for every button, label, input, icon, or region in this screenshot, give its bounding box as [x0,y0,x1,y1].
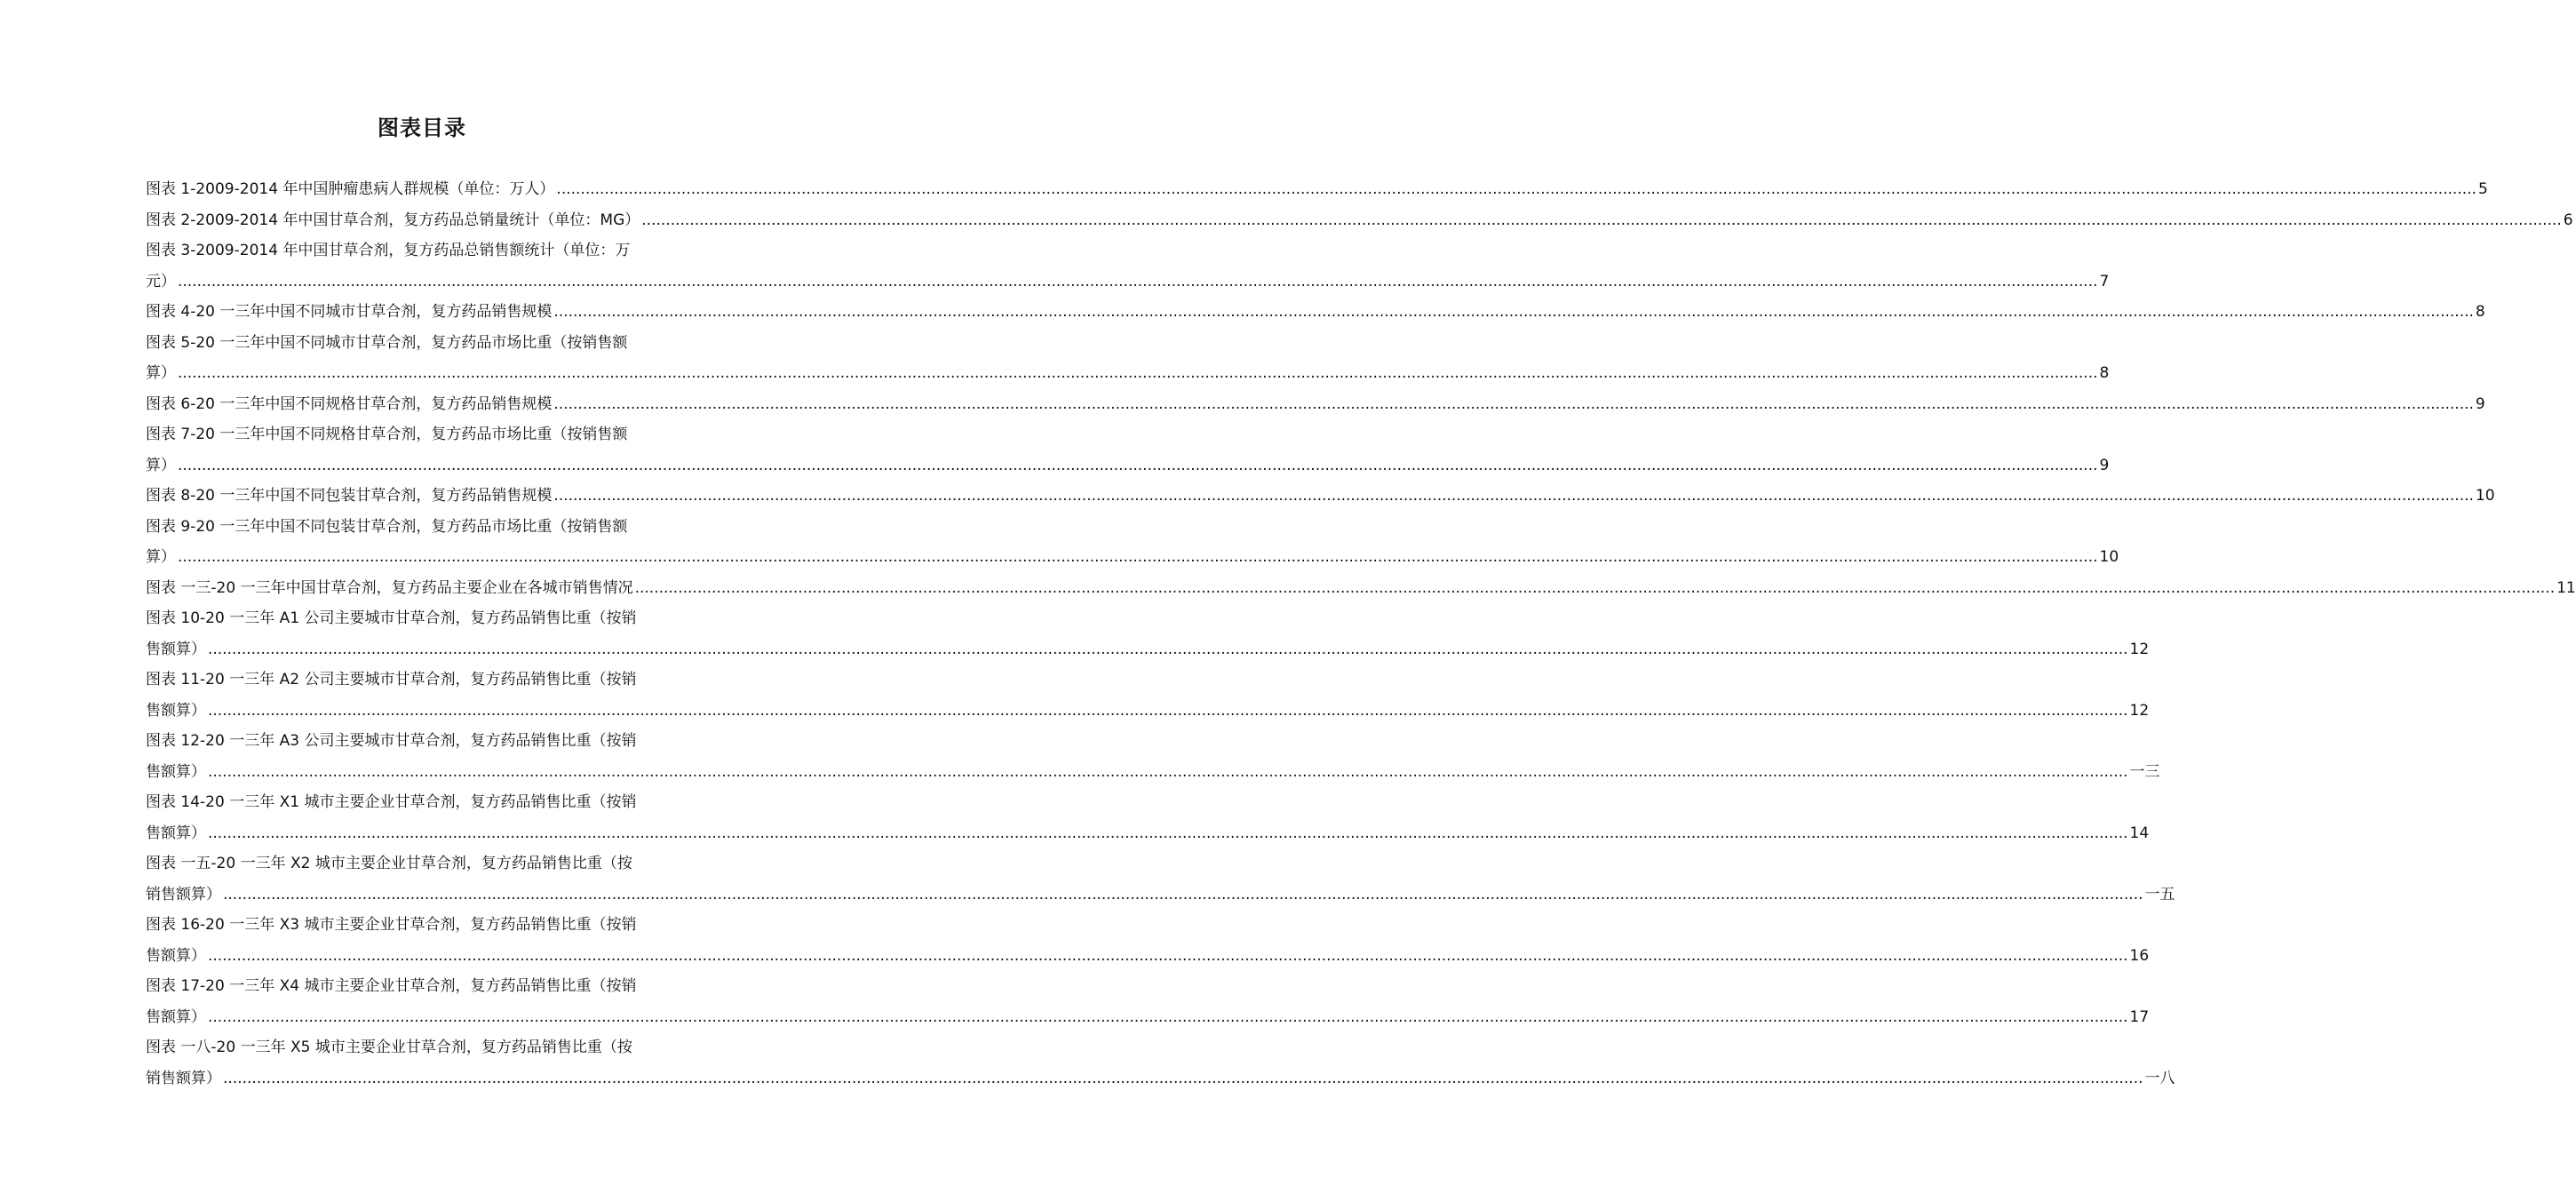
toc-entry-text: 图表 一三-20 一三年中国甘草合剂，复方药品主要企业在各城市销售情况 [146,578,633,597]
toc-entry-text: 图表 7-20 一三年中国不同规格甘草合剂，复方药品市场比重（按销售额 [146,426,628,443]
toc-entry[interactable] [146,573,2576,604]
toc-entry[interactable] [146,787,2150,848]
toc-entry[interactable] [146,481,2495,512]
toc-entry[interactable] [146,726,2160,787]
toc-entry-text-continued: 售额算） [146,640,206,658]
toc-entry[interactable] [146,419,2110,481]
dot-leader: ................................................................................................................................................................................................................................................................................................................................................................................................................ [223,1069,2143,1087]
toc-page-number: 一八 [2144,1069,2175,1087]
toc-entry-text-continued: 销售额算） [146,885,221,903]
dot-leader: ................................................................................................................................................................................................................................................................................................................................................................................................................ [208,1007,2128,1026]
toc-entry[interactable] [146,205,2573,236]
dot-leader: ................................................................................................................................................................................................................................................................................................................................................................................................................ [553,487,2474,505]
dot-leader: ................................................................................................................................................................................................................................................................................................................................................................................................................ [178,456,2098,474]
dot-leader: ................................................................................................................................................................................................................................................................................................................................................................................................................ [178,272,2098,291]
toc-entry-text: 图表 17-20 一三年 X4 城市主要企业甘草合剂，复方药品销售比重（按销 [146,977,637,995]
toc-entry[interactable] [146,235,2110,297]
dot-leader: ................................................................................................................................................................................................................................................................................................................................................................................................................ [641,211,2562,229]
dot-leader: ................................................................................................................................................................................................................................................................................................................................................................................................................ [634,578,2556,597]
toc-page-number: 8 [2099,364,2110,382]
dot-leader: ................................................................................................................................................................................................................................................................................................................................................................................................................ [208,762,2128,781]
toc-entry-text-continued: 售额算） [146,1007,206,1026]
dot-leader: ................................................................................................................................................................................................................................................................................................................................................................................................................ [556,180,2477,198]
toc-entry-text-continued: 算） [146,364,176,382]
toc-page-number: 12 [2129,640,2150,658]
dot-leader: ................................................................................................................................................................................................................................................................................................................................................................................................................ [223,885,2143,903]
toc-entry[interactable] [146,297,2485,328]
dot-leader: ................................................................................................................................................................................................................................................................................................................................................................................................................ [178,364,2098,382]
toc-page-number: 9 [2099,456,2110,474]
toc-entry-text: 图表 6-20 一三年中国不同规格甘草合剂，复方药品销售规模 [146,394,553,413]
dot-leader: ................................................................................................................................................................................................................................................................................................................................................................................................................ [178,548,2098,566]
toc-entry-text-continued: 销售额算） [146,1069,221,1087]
toc-page-number: 一五 [2144,885,2175,903]
toc-entry-text-continued: 售额算） [146,824,206,842]
dot-leader: ................................................................................................................................................................................................................................................................................................................................................................................................................ [208,701,2128,720]
toc-page-number: 10 [2475,487,2495,505]
toc-page-number: 8 [2475,303,2485,321]
toc-entry-text: 图表 一五-20 一三年 X2 城市主要企业甘草合剂，复方药品销售比重（按 [146,855,632,872]
toc-entry[interactable] [146,328,2110,389]
toc-page-number: 17 [2129,1007,2150,1026]
toc-entry[interactable] [146,512,2119,573]
toc-entry-text: 图表 11-20 一三年 A2 公司主要城市甘草合剂，复方药品销售比重（按销 [146,671,637,689]
toc-page-number: 14 [2129,824,2150,842]
dot-leader: ................................................................................................................................................................................................................................................................................................................................................................................................................ [553,303,2474,321]
toc-entry-text: 图表 4-20 一三年中国不同城市甘草合剂，复方药品销售规模 [146,303,553,321]
toc-entry[interactable] [146,174,2488,205]
toc-entry[interactable] [146,389,2485,420]
toc-page-number: 11 [2556,578,2576,597]
toc-page-number: 一三 [2129,762,2160,781]
toc-entry-text: 图表 2-2009-2014 年中国甘草合剂，复方药品总销量统计（单位：MG） [146,211,640,229]
toc-entry[interactable] [146,848,2175,910]
toc-entry-text: 图表 5-20 一三年中国不同城市甘草合剂，复方药品市场比重（按销售额 [146,333,628,352]
toc-entry-text: 图表 1-2009-2014 年中国肿瘤患病人群规模（单位：万人） [146,180,555,198]
toc-entry-text: 图表 14-20 一三年 X1 城市主要企业甘草合剂，复方药品销售比重（按销 [146,793,637,811]
toc-entry-text-continued: 算） [146,456,176,474]
toc-entry-text: 图表 16-20 一三年 X3 城市主要企业甘草合剂，复方药品销售比重（按销 [146,916,637,934]
toc-entry[interactable] [146,910,2150,971]
dot-leader: ................................................................................................................................................................................................................................................................................................................................................................................................................ [208,824,2128,842]
toc-page-number: 12 [2129,701,2150,720]
toc-entry[interactable] [146,603,2150,665]
toc-entry-text: 图表 一八-20 一三年 X5 城市主要企业甘草合剂，复方药品销售比重（按 [146,1039,632,1056]
toc-entry-text-continued: 元） [146,272,176,291]
toc-entry-text: 图表 8-20 一三年中国不同包装甘草合剂，复方药品销售规模 [146,487,553,505]
toc-entry[interactable] [146,971,2150,1032]
toc-entry-text: 图表 12-20 一三年 A3 公司主要城市甘草合剂，复方药品销售比重（按销 [146,732,637,750]
toc-entry-text: 图表 10-20 一三年 A1 公司主要城市甘草合剂，复方药品销售比重（按销 [146,609,637,627]
toc-page-number: 6 [2563,211,2573,229]
toc-page-number: 10 [2099,548,2119,566]
toc-page-number: 7 [2099,272,2110,291]
dot-leader: ................................................................................................................................................................................................................................................................................................................................................................................................................ [208,640,2128,658]
toc-page-number: 16 [2129,946,2150,965]
toc-entry[interactable] [146,1032,2175,1094]
toc-page-number: 9 [2475,394,2485,413]
toc-entry-text: 图表 3-2009-2014 年中国甘草合剂，复方药品总销售额统计（单位：万 [146,242,631,259]
dot-leader: ................................................................................................................................................................................................................................................................................................................................................................................................................ [208,946,2128,965]
toc-entry-text-continued: 售额算） [146,946,206,965]
table-of-figures [146,174,2576,1094]
toc-entry-text-continued: 售额算） [146,701,206,720]
toc-entry-text: 图表 9-20 一三年中国不同包装甘草合剂，复方药品市场比重（按销售额 [146,517,628,536]
dot-leader: ................................................................................................................................................................................................................................................................................................................................................................................................................ [553,394,2474,413]
toc-entry-text-continued: 售额算） [146,762,206,781]
page-title: 图表目录 [378,115,466,140]
toc-entry-text-continued: 算） [146,548,176,566]
toc-entry[interactable] [146,665,2150,726]
toc-page-number: 5 [2477,180,2488,198]
